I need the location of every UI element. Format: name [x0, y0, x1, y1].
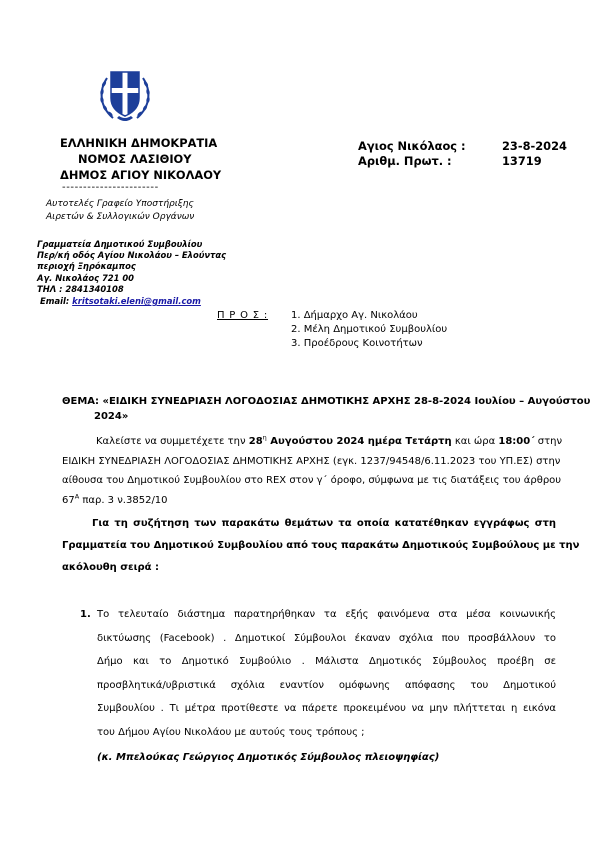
recipients-list	[291, 309, 447, 351]
recipients-label: Π Ρ Ο Σ :	[217, 310, 269, 321]
meeting-date: Αυγούστου 2024 ημέρα Τετάρτη	[266, 436, 452, 447]
article-suffix: Α	[74, 492, 80, 501]
recipient-item: 3. Προέδρους Κοινοτήτων	[291, 338, 423, 349]
text-fragment: παρ. 3 ν.3852/10	[79, 494, 168, 506]
subject	[62, 395, 591, 424]
meeting-day: 28	[248, 436, 263, 447]
email-link[interactable]: kritsotaki.eleni@gmail.com	[72, 296, 201, 306]
item-author: (κ. Μπελούκας Γεώργιος Δημοτικός Σύμβουλος πλειοψηφίας)	[97, 752, 440, 763]
contact-block	[37, 239, 226, 295]
text-fragment: στην	[534, 436, 563, 447]
ordinal-suffix: η	[262, 433, 267, 442]
email-line	[40, 296, 201, 307]
item-line: Το τελευταίο διάστημα παρατηρήθηκαν τα εξής φαινόμενα στα μέσα κοινωνικής	[97, 609, 556, 620]
subject-line-1: ΘΕΜΑ: «ΕΙΔΙΚΗ ΣΥΝΕΔΡΙΑΣΗ ΛΟΓΟΔΟΣΙΑΣ ΔΗΜΟΤΙΚΗΣ ΑΡΧΗΣ 28-8-2024 Ιουλίου – Αυγούστου	[62, 396, 591, 407]
item-line: προσβλητικά/υβριστικά σχόλια εναντίον ομόφωνης απόφασης του Δημοτικού	[97, 679, 556, 691]
meeting-time: 18:00΄	[498, 436, 535, 447]
invitation-line-2: ΕΙΔΙΚΗ ΣΥΝΕΔΡΙΑΣΗ ΛΟΓΟΔΟΣΙΑΣ ΔΗΜΟΤΙΚΗΣ ΑΡΧΗΣ (εγκ. 1237/94548/6.11.2023 του ΥΠ.ΕΣ) στην	[62, 455, 561, 467]
topics-intro-line: Για τη συζήτηση των παρακάτω θεμάτων τα οποία κατατέθηκαν εγγράφως στη	[92, 518, 556, 529]
header-line-republic: ΕΛΛΗΝΙΚΗ ΔΗΜΟΚΡΑΤΙΑ	[60, 136, 218, 150]
recipient-item: 2. Μέλη Δημοτικού Συμβουλίου	[291, 324, 448, 335]
header-line-prefecture: ΝΟΜΟΣ ΛΑΣΙΘΙΟΥ	[78, 152, 192, 166]
topics-intro-line: ακόλουθη σειρά :	[62, 562, 160, 573]
protocol-label: Αριθμ. Πρωτ. :	[358, 154, 452, 168]
item-line: Συμβουλίου . Τι μέτρα προτίθεστε να πάρετε προκειμένου να μην πλήττεται η εικόνα	[97, 703, 556, 714]
contact-line: Αγ. Νικολάος 721 00	[37, 272, 134, 283]
article-number: 67	[62, 494, 75, 506]
invitation-paragraph	[62, 432, 563, 510]
office-line-2: Αιρετών & Συλλογικών Οργάνων	[46, 212, 195, 222]
header-line-municipality: ΔΗΜΟΣ ΑΓΙΟΥ ΝΙΚΟΛΑΟΥ	[60, 168, 222, 182]
contact-line: ΤΗΛ : 2841340108	[37, 283, 124, 294]
item-line: δικτύωσης (Facebook) . Δημοτικοί Σύμβουλοι έκαναν σχόλια που προσβάλλουν το	[97, 632, 556, 644]
header-divider: -----------------------	[62, 182, 159, 193]
invitation-line-1	[62, 432, 563, 452]
item-number: 1.	[80, 609, 91, 620]
item-line: Δήμο και το Δημοτικό Συμβούλιο . Μάλιστα Δημοτικός Σύμβουλος προέβη σε	[97, 656, 556, 667]
document-date: 23-8-2024	[502, 139, 567, 153]
text-fragment: και ώρα	[451, 436, 499, 447]
item-text	[97, 603, 556, 744]
contact-line: περιοχή Ξηρόκαμπος	[37, 261, 136, 272]
contact-line: Περ/κή οδός Αγίου Νικολάου – Ελούντας	[37, 250, 227, 261]
greek-coat-of-arms-icon	[97, 64, 153, 124]
office-line-1: Αυτοτελές Γραφείο Υποστήριξης	[46, 199, 194, 209]
contact-line: Γραμματεία Δημοτικού Συμβουλίου	[37, 239, 203, 249]
text-fragment: Καλείστε να συμμετέχετε την	[96, 436, 249, 447]
place-label: Αγιος Νικόλαος :	[358, 139, 466, 153]
topics-intro-line: Γραμματεία του Δημοτικού Συμβουλίου από τους παρακάτω Δημοτικούς Συμβούλους με την	[62, 540, 580, 551]
topics-intro-paragraph	[62, 513, 580, 579]
item-line: του Δήμου Αγίου Νικολάου με αυτούς τους τρόπους ;	[97, 726, 365, 738]
invitation-line-4	[62, 491, 556, 511]
protocol-number: 13719	[502, 154, 542, 168]
email-label: Email:	[40, 296, 70, 306]
invitation-line-3: αίθουσα του Δημοτικού Συμβουλίου στο REX στον γ΄ όροφο, σύμφωνα με τις διατάξεις του άρθρου	[62, 475, 562, 486]
recipient-item: 1. Δήμαρχο Αγ. Νικολάου	[291, 310, 418, 321]
subject-line-2: 2024»	[94, 410, 129, 422]
